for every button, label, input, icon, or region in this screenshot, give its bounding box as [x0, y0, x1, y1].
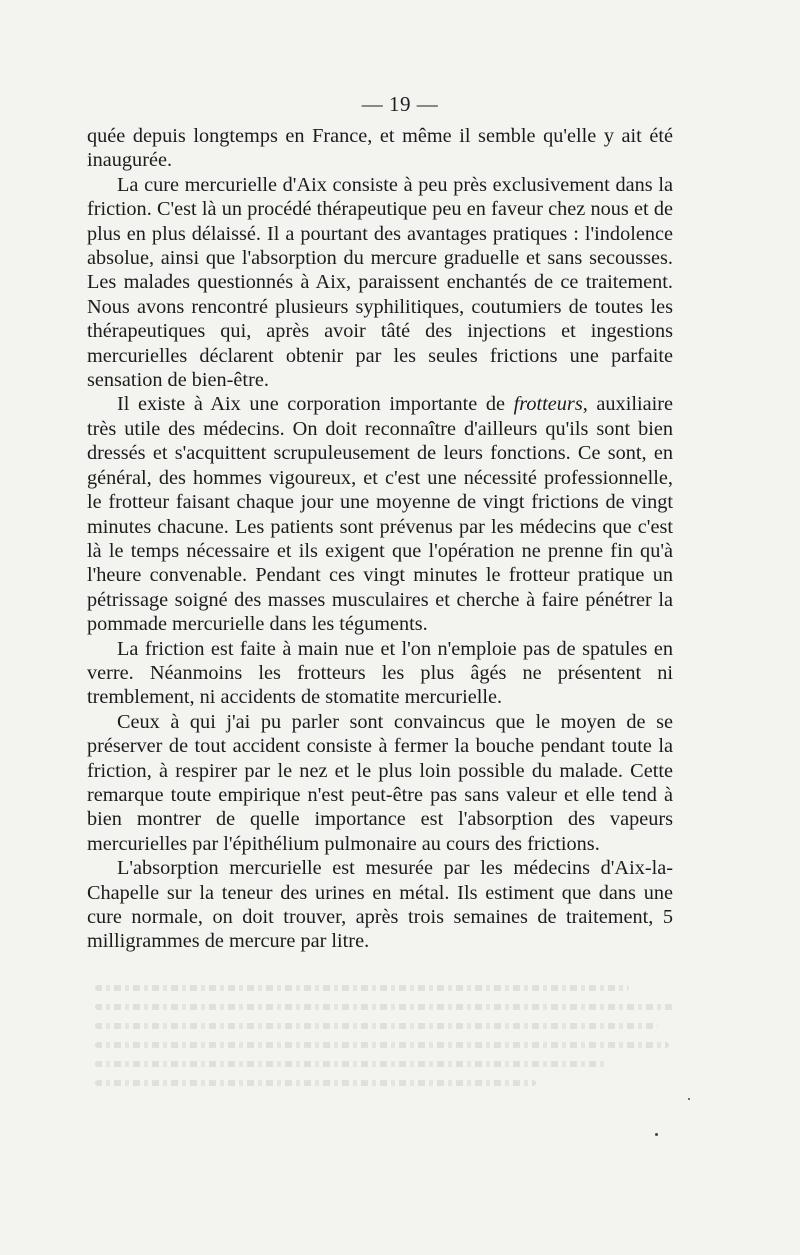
paragraph-frotteurs: [87, 392, 673, 636]
paragraph-friction-cure: La cure mercurielle d'Aix consiste à peu près exclusivement dans la friction. C'est là un procédé thérapeutique peu en faveur chez nous et de plus en plus délaissé. Il a pourtant des avantages pratiques : l'indolence absolue, ainsi que l'absorption du mercure graduelle et sans secousses. Les malades questionnés à Aix, paraissent enchantés de ce traitement. Nous avons rencontré plusieurs syphilitiques, coutumiers de toutes les thérapeutiques qui, après avoir tâté des injections et ingestions mercurielles déclarent obtenir par les seules frictions une parfaite sensation de bien-être.: [87, 173, 673, 392]
paragraph-frotteurs-rest: , auxiliaire très utile des médecins. On doit reconnaître d'ailleurs qu'ils sont bien dressés et s'acquittent scrupuleusement de leurs fonctions. Ce sont, en général, des hommes vigoureux, et c'est une nécessité professionnelle, le frotteur faisant chaque jour une moyenne de vingt frictions de vingt minutes chacune. Les patients sont prévenus par les médecins que c'est là le temps nécessaire et ils exigent que l'opération ne prenne fin qu'à l'heure convenable. Pendant ces vingt minutes le frotteur pratique un pétrissage soigné des masses musculaires et cherche à faire pénétrer la pommade mercurielle dans les téguments.: [87, 393, 673, 636]
paragraph-absorption: L'absorption mercurielle est mesurée par les médecins d'Aix-la-Chapelle sur la teneur des urines en métal. Ils estiment que dans une cure normale, on doit trouver, après trois semaines de traitement, 5 milligrammes de mercure par litre.: [87, 857, 673, 953]
paper-speck: [655, 1133, 658, 1136]
show-through-text: [95, 985, 675, 1135]
paragraph-frotteurs-start: Il existe à Aix une corporation importante de: [117, 393, 514, 416]
italic-term-frotteurs: frotteurs: [513, 393, 583, 416]
paragraph-continuation: quée depuis longtemps en France, et même il semble qu'elle y ait été inaugurée.: [87, 125, 673, 172]
paragraph-bare-hand: La friction est faite à main nue et l'on n'emploie pas de spatules en verre. Néanmoins les frotteurs les plus âgés ne présentent ni tremblement, ni accidents de stomatite mercurielle.: [87, 637, 673, 709]
page-number: — 19 —: [361, 92, 439, 116]
paragraph-precautions: Ceux à qui j'ai pu parler sont convaincus que le moyen de se préserver de tout accident consiste à fermer la bouche pendant toute la friction, à respirer par le nez et le plus loin possible du malade. Cette remarque toute empirique n'est peut-être pas sans valeur et elle tend à bien montrer de quelle importance est l'absorption des vapeurs mercurielles par l'épithélium pulmonaire au cours des frictions.: [87, 710, 673, 855]
page-body: [87, 124, 673, 954]
paper-speck: [688, 1098, 690, 1100]
